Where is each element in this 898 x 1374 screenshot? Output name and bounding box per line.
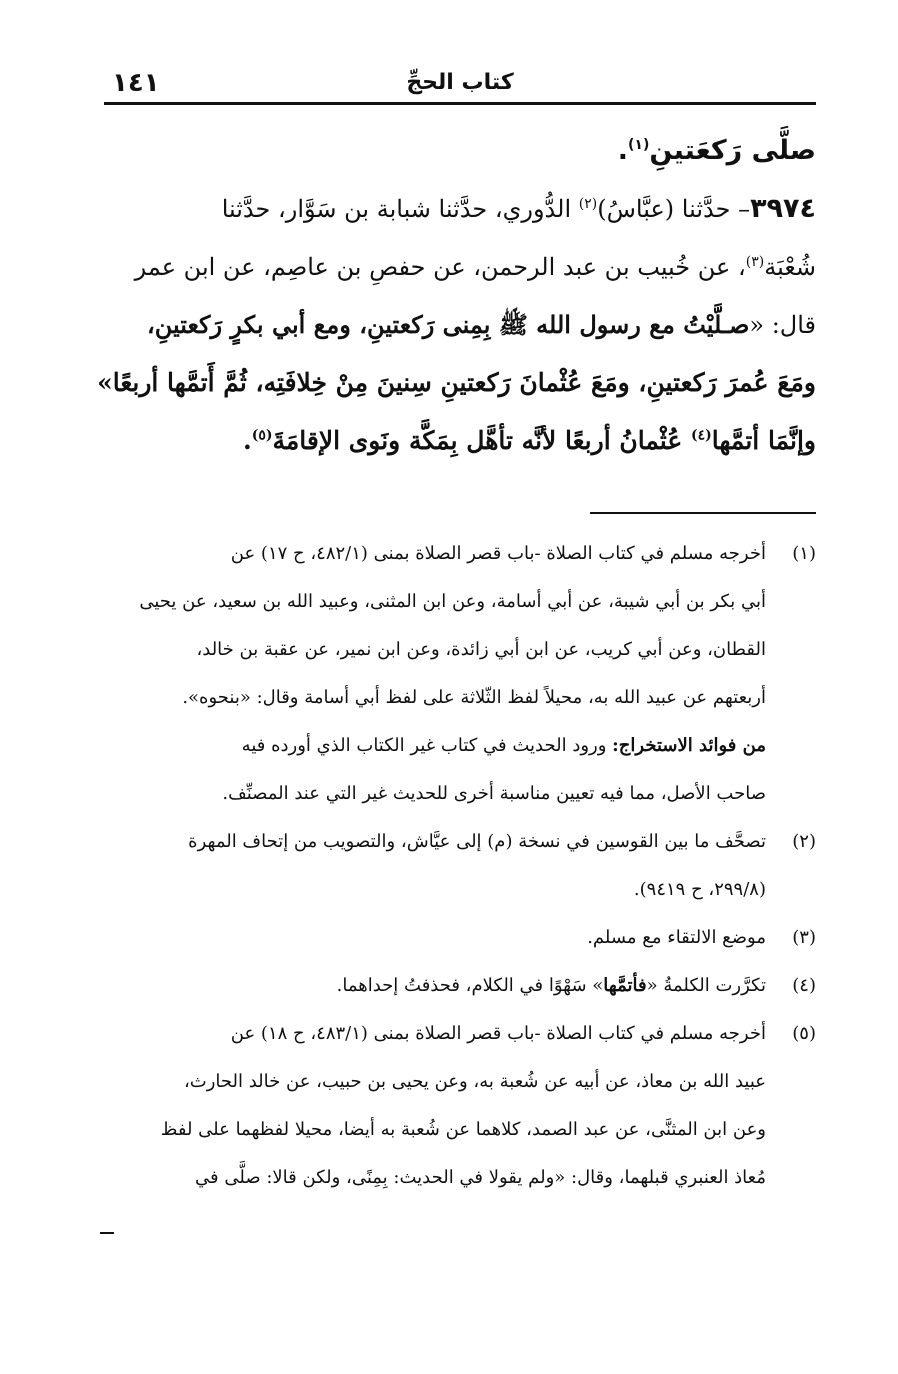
footnote-5 — [104, 1010, 816, 1058]
footnote-4 — [104, 962, 816, 1010]
footnote-1 — [104, 530, 816, 578]
main-text-span: . — [242, 426, 252, 455]
page-number: ١٤١ — [112, 68, 160, 98]
book-title: كتاب الحجِّ — [406, 70, 514, 95]
main-text-span: . — [617, 135, 628, 166]
main-text-span: شُعْبَة — [764, 253, 816, 281]
footnotes — [104, 530, 816, 1202]
footnote-2 — [104, 818, 816, 866]
footnote-text: تصحَّف ما بين القوسين في نسخة (م) إلى عيَّاش، والتصويب من إتحاف المهرة — [188, 831, 766, 852]
main-line — [104, 296, 816, 354]
footnote-line: أربعتهم عن عبيد الله به، محيلاً لفظ الثّلاثة على لفظ أبي أسامة وقال: «بنحوه». — [182, 687, 766, 708]
main-line — [104, 122, 816, 180]
footnote-number: (٤) — [792, 975, 816, 996]
main-line — [97, 354, 816, 412]
main-text-span: قال: « — [749, 311, 816, 339]
main-text-span: ، عن خُبيب بن عبد الرحمن، عن حفصِ بن عاصِم، عن ابن عمر — [134, 253, 746, 281]
footnote-text: موضع الالتقاء مع مسلم. — [587, 927, 766, 948]
footnote-text: » سَهْوًا في الكلام، فحذفتُ إحداهما. — [336, 975, 604, 996]
footnote-line: مُعاذ العنبري قبلهما، وقال: «ولم يقولا في الحديث: بِمِنًى، ولكن قالا: صلَّى في — [195, 1167, 766, 1188]
main-text-span: الدُّوري، حدَّثنا شبابة بن سَوَّار، حدَّثنا — [221, 195, 572, 223]
footnote-number: (١) — [792, 543, 816, 564]
hadith-matn: عُثْمانُ أربعًا لأنَّه تأهَّل بِمَكَّة ونَوى الإقامَةَ — [272, 426, 683, 455]
footnote-number: (٥) — [792, 1023, 816, 1044]
hadith-matn: ومَعَ عُمرَ رَكعتينِ، ومَعَ عُثْمانَ رَكعتينِ سِنينَ مِنْ خِلافَتِه، ثُمَّ أَتمَّها أربعًا» — [97, 368, 816, 397]
footnote-number: (٣) — [792, 927, 816, 948]
continuation-mark — [100, 1232, 114, 1234]
footnote-text: أخرجه مسلم في كتاب الصلاة -باب قصر الصلاة بمنى (٤٨٢/١، ح ١٧) عن — [230, 543, 766, 564]
footnote-text: ورود الحديث في كتاب غير الكتاب الذي أورده فيه — [241, 735, 607, 756]
footnote-separator — [590, 512, 816, 514]
footnote-ref: (٢) — [578, 196, 598, 212]
page-header — [104, 66, 816, 105]
footnote-ref: (٤) — [690, 427, 712, 444]
footnote-line: عبيد الله بن معاذ، عن أبيه عن شُعبة به، وعن يحيى بن حبيب، عن خالد الحارث، — [183, 1071, 766, 1092]
footnote-line: وعن ابن المثنَّى، عن عبد الصمد، كلاهما عن شُعبة به أيضا، محيلا لفظهما على لفظ — [160, 1119, 766, 1140]
fawaid-label: من فوائد الاستخراج: — [612, 735, 766, 756]
footnote-line: صاحب الأصل، مما فيه تعيين مناسبة أخرى للحديث غير التي عند المصنِّف. — [222, 783, 766, 804]
fawaid-line — [104, 722, 816, 770]
footnote-3 — [104, 914, 816, 962]
footnote-line: أبي بكر بن أبي شيبة، عن أبي أسامة، وعن ابن المثنى، وعبيد الله بن سعيد، عن يحيى — [139, 591, 766, 612]
footnote-word: فأتمَّها — [603, 975, 647, 996]
hadith-matn: صـلَّيْتُ مع رسول الله ﷺ بِمِنى رَكعتينِ، ومع أبي بكرٍ رَكعتينِ، — [146, 310, 750, 339]
footnote-text: تكرَّرت الكلمةُ « — [646, 975, 766, 996]
footnote-ref: (١) — [627, 137, 650, 153]
footnote-line: (٢٩٩/٨، ح ٩٤١٩). — [633, 879, 766, 900]
main-text — [97, 122, 816, 470]
footnote-number: (٢) — [792, 831, 816, 852]
footnote-text: أخرجه مسلم في كتاب الصلاة -باب قصر الصلاة بمنى (٤٨٣/١، ح ١٨) عن — [230, 1023, 766, 1044]
footnote-ref: (٥) — [251, 427, 273, 444]
footnote-line: القطان، وعن أبي كريب، عن ابن أبي زائدة، وعن ابن نمير، عن عقبة بن خالد، — [196, 639, 766, 660]
footnote-ref: (٣) — [745, 254, 765, 270]
main-text-span: صلَّى رَكعَتينِ — [649, 135, 816, 166]
main-line — [104, 180, 816, 238]
hadith-number: ٣٩٧٤ — [750, 193, 816, 224]
main-line — [104, 238, 816, 296]
hadith-matn: وإنَّمَا أتمَّها — [711, 426, 816, 455]
main-line — [104, 412, 816, 470]
main-text-span: – حدَّثنا (عبَّاسُ) — [597, 195, 751, 223]
